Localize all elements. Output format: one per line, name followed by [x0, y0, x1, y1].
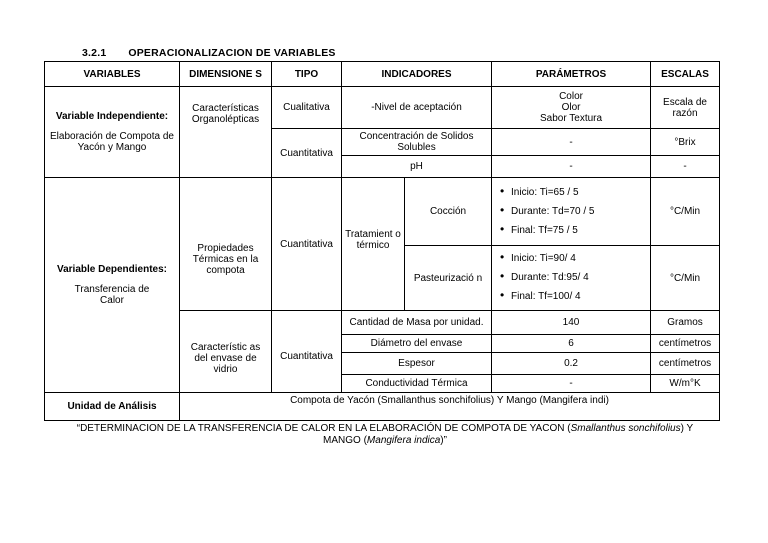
parameter-diametro: 6 [492, 335, 651, 353]
dimension-thermal: Propiedades Térmicas en la compota [180, 178, 272, 311]
section-title: OPERACIONALIZACION DE VARIABLES [128, 47, 336, 59]
parameter-conductividad: - [492, 375, 651, 393]
dependent-variable-name: Transferencia de Calor [74, 284, 150, 306]
dimension-envase: Característic as del envase de vidrio [180, 311, 272, 393]
table-row [45, 178, 720, 246]
scale-brix: °Brix [651, 129, 720, 156]
parameter-brix: - [492, 129, 651, 156]
scale-gramos: Gramos [651, 311, 720, 335]
scale-centimetros: centímetros [651, 335, 720, 353]
scale-razon: Escala de razón [651, 87, 720, 129]
footer-text: )” [440, 435, 447, 446]
footer-scientific-name: Smallanthus sonchifolius [570, 423, 681, 434]
independent-variable-cell [45, 87, 180, 178]
footer-text: “DETERMINACION DE LA TRANSFERENCIA DE CALOR EN LA ELABORACIÓN DE COMPOTA DE YACON ( [76, 423, 571, 434]
parameter-espesor: 0.2 [492, 353, 651, 375]
list-item: • Inicio: Ti=90/ 4 [500, 253, 648, 264]
scale-coccion: °C/Min [651, 178, 720, 246]
tipo-cuantitativa-envase: Cuantitativa [272, 311, 342, 393]
header-escalas: ESCALAS [651, 62, 720, 87]
unidad-analisis-label: Unidad de Análisis [45, 393, 180, 421]
list-item: • Durante: Td:95/ 4 [500, 272, 648, 283]
dependent-variable-title: Variable Dependientes: [56, 264, 168, 275]
header-row [45, 62, 720, 87]
parameter-color: Color [559, 91, 583, 102]
list-item: • Durante: Td=70 / 5 [500, 206, 648, 217]
independent-variable-name: Elaboración de Compota de Yacón y Mango [50, 131, 174, 153]
list-item: • Final: Tf=100/ 4 [500, 291, 648, 302]
parameter-ph: - [492, 156, 651, 178]
header-tipo: TIPO [272, 62, 342, 87]
header-indicadores: INDICADORES [342, 62, 492, 87]
independent-variable-title: Variable Independiente: [55, 111, 169, 122]
dependent-variable-cell [45, 178, 180, 393]
list-item: • Final: Tf=75 / 5 [500, 225, 648, 236]
section-number: 3.2.1 [82, 47, 107, 59]
footer-scientific-name: Mangifera indica [366, 435, 441, 446]
table-row [45, 87, 720, 129]
indicator-solidos-solubles: Concentración de Solidos Solubles [342, 129, 492, 156]
indicator-conductividad: Conductividad Térmica [342, 375, 492, 393]
scale-conductividad: W/m°K [651, 375, 720, 393]
indicator-aceptacion: -Nivel de aceptación [342, 87, 492, 129]
unidad-analisis-value: Compota de Yacón (Smallanthus sonchifolius) Y Mango (Mangifera indi) [180, 393, 720, 421]
indicator-tratamiento: Tratamient o térmico [342, 178, 405, 311]
tipo-cuantitativa-thermal: Cuantitativa [272, 178, 342, 311]
indicator-masa: Cantidad de Masa por unidad. [342, 311, 492, 335]
dimension-organoleptic: Características Organolépticas [180, 87, 272, 178]
tipo-cualitativa: Cualitativa [272, 87, 342, 129]
scale-pasteurizacion: °C/Min [651, 246, 720, 311]
parameter-olor: Olor [561, 102, 581, 113]
header-dimensiones: DIMENSIONE S [180, 62, 272, 87]
indicator-pasteurizacion: Pasteurizació n [405, 246, 492, 311]
indicator-coccion: Cocción [405, 178, 492, 246]
tipo-cuantitativa: Cuantitativa [272, 129, 342, 178]
list-item: • Inicio: Ti=65 / 5 [500, 187, 648, 198]
indicator-espesor: Espesor [342, 353, 492, 375]
footer-text: ) Y MANGO ( [323, 423, 694, 446]
parameter-masa: 140 [492, 311, 651, 335]
scale-centimetros: centímetros [651, 353, 720, 375]
parameter-sabor-textura: Sabor Textura [539, 113, 603, 124]
scale-ph: - [651, 156, 720, 178]
indicator-ph: pH [342, 156, 492, 178]
parameters-pasteurizacion [492, 246, 651, 311]
header-parametros: PARÁMETROS [492, 62, 651, 87]
table-row [45, 393, 720, 421]
header-variables: VARIABLES [45, 62, 180, 87]
parameters-coccion [492, 178, 651, 246]
document-footer [60, 423, 710, 447]
parameters-sensory [492, 87, 651, 129]
section-heading [82, 47, 336, 59]
variables-table [44, 61, 720, 421]
indicator-diametro: Diámetro del envase [342, 335, 492, 353]
